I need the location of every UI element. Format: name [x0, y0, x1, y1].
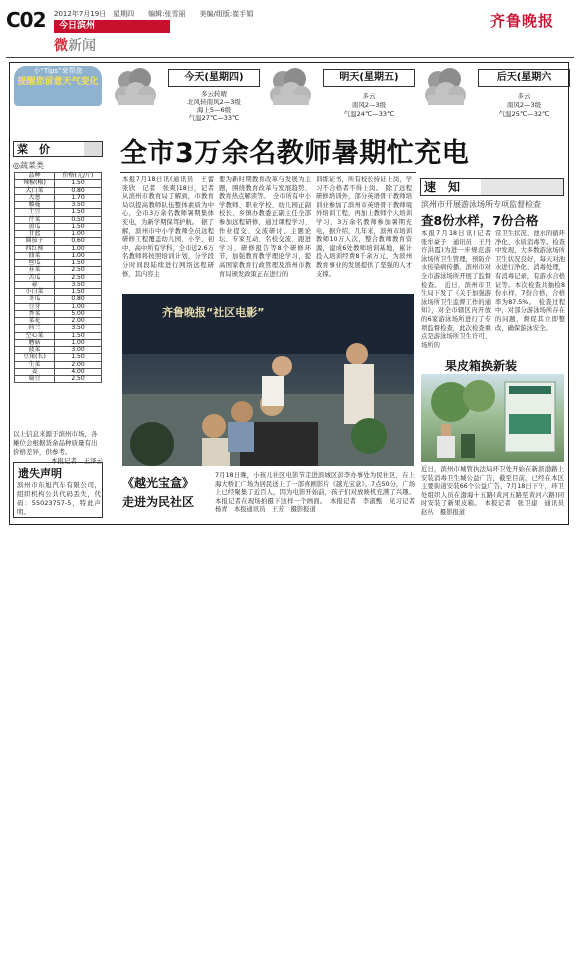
section-subtitle-rest: 新闻	[68, 38, 96, 54]
vegetable-category: ◎蔬菜类	[13, 161, 44, 170]
weather-extra: 海上5—6级	[196, 106, 232, 114]
table-row	[15, 318, 102, 325]
weather-badge	[14, 66, 102, 106]
page-code: C02	[6, 8, 46, 32]
weather-day-label: 今天(星期四)	[168, 69, 260, 87]
vegetable-price: 0.80	[55, 187, 102, 194]
vegetable-price: 0.80	[55, 296, 102, 303]
date-line: 2012年7月19日 星期四 编辑:张雪丽 美编/组版:崔手娟	[54, 10, 254, 18]
vegetable-name: 扁豆	[15, 376, 55, 383]
table-row	[15, 339, 102, 346]
table-row	[15, 245, 102, 252]
table-row	[15, 194, 102, 201]
masthead-logo: 齐鲁晚报	[490, 12, 555, 30]
main-story-col-3: 训练证书，所有校长持证上岗，学习不合格者不得上岗。 除了远程研修培训外，部分英语骨干教师培训业参加了滨州市英语骨干教师境外培训工程，再加上教师个人培训学习，3万余名教师参加暑期充电，据介绍，几年来，滨州市培训教师10万人次，整合教师教育资源，建成6处教师培训基地，累计投入培训经费8千余万元，为滨州教育事业的发展提供了坚强的人才支撑。	[316, 176, 412, 278]
peel-box-title: 果皮箱换新装	[445, 359, 518, 373]
vegetable-name: 圆茄子	[15, 238, 55, 245]
vegetable-price: 1.50	[55, 332, 102, 339]
vegetable-price: 3.50	[55, 281, 102, 288]
vegetable-name: 大葱	[15, 194, 55, 201]
table-row	[15, 267, 102, 274]
vegetable-price: 2.50	[55, 274, 102, 281]
headline-rule	[120, 172, 416, 173]
vegetable-name: 韭菜	[15, 267, 55, 274]
cloudy-icon	[265, 65, 313, 109]
vegetable-name: 西红柿	[15, 245, 55, 252]
weather-condition: 多云	[362, 92, 376, 100]
table-row	[15, 289, 102, 296]
vegetable-price: 1.00	[55, 339, 102, 346]
vegetable-name: 生菜	[15, 361, 55, 368]
vegetable-price: 1.70	[55, 194, 102, 201]
photo-illustration	[421, 374, 564, 462]
vegetable-name: 荷兰	[15, 325, 55, 332]
vegetable-name: 辣椒(椒)	[15, 180, 55, 187]
vegetable-price: 1.00	[55, 245, 102, 252]
lost-notice-title: 遗失声明	[18, 467, 62, 480]
table-row	[15, 252, 102, 259]
header-rule	[6, 57, 574, 58]
vegetable-name: 豆角(长)	[15, 354, 55, 361]
peel-box-body: 近日，滨州市城管执法局环卫处开始在新滨渤路上安装消毒卫生城公益广告，截至目前，已经在本区主要街道安装66个公益广告，7月18日下午，环卫处组织人员在渤海十五路(黄河五路至黄河六路)同时安装了新果皮箱。 本报记者 张卫建 通讯员 赵丛 摄影报道	[421, 466, 571, 516]
weather-condition: 多云	[517, 92, 531, 100]
table-row	[15, 332, 102, 339]
table-row	[15, 303, 102, 310]
vegetable-name: 小白菜	[15, 289, 55, 296]
table-row	[15, 354, 102, 361]
weather-wind: 南风2—3级	[351, 101, 387, 109]
vegetable-price: 3.00	[55, 347, 102, 354]
table-row	[15, 216, 102, 223]
vegetable-name: 香菜	[15, 310, 55, 317]
vegetable-price: 2.00	[55, 318, 102, 325]
vegetable-name: 苦瓜	[15, 274, 55, 281]
weather-temp: 气温27℃—33℃	[188, 114, 240, 122]
table-row	[15, 376, 102, 383]
weather-wind: 北风转南风2—3级	[187, 98, 241, 106]
photo-story-body: 7月18日晚，小孩儿社区电影节走进滨城区彭李办事处为民社区，在上海大桥汇广场为居民送上了一部喜剧影片《越光宝盒》。7点50分，广场上已经聚集了近百人，因为电影开始前，孩子们对放映机充满了兴趣。本报记者在现场拍摄下这样一个画面。 本报记者 李淑甄 见习记者 杨青 本报通讯员 王芳 摄影报道	[215, 472, 422, 514]
vegetable-name: 藤蔓	[15, 202, 55, 209]
brief-col-2: 常卫生状况、池水的循环净化、水质消毒等。检查中发现，大多数游泳场所卫生状况良好，每天对池水进行净化、消毒处理，有消毒记录，有游水合格证等。本次检查共抽检8份水样，7份合格，合格率为87.5%。 检查过程中，对部分游泳场所存在的问题，督促其立即整改，确保游泳安全。	[495, 230, 565, 332]
photo-story-title: 《越光宝盒》走进为民社区	[122, 476, 195, 509]
weather-day-3	[420, 65, 572, 125]
brief-section-tag	[481, 179, 563, 195]
weather-condition: 多云转晴	[201, 90, 227, 98]
main-story-col-2: 要为新时期教育改革与发展为主题，围绕教育改革与发展趋势、教育热点解读等。 全市所有中小学教师、职业学校、幼儿园正副校长、乡镇办教委正副主任全部参加远程研修，通过课程学习、作业提交、交流研讨、主题论坛、专家互动、名校交流、跟进学习、研修报告等8个研修环节，加强教育教学理论学习，提高国家教育行政管理及滨州市教育局颁发政策正在进行的	[219, 176, 311, 278]
price-reporter: 本报记者 王泽云	[51, 457, 103, 465]
weather-day-label: 后天(星期六	[478, 69, 570, 87]
section-subtitle	[54, 35, 96, 55]
table-row	[15, 223, 102, 230]
table-row	[15, 209, 102, 216]
table-row	[15, 187, 102, 194]
vegetable-name: 油菜	[15, 252, 55, 259]
column-header-name: 品种	[15, 173, 55, 180]
lost-notice-body: 滨州市东旭汽车有限公司，组织机构公共代码丢失，代码：55023757-5，特此声明。	[17, 481, 101, 516]
cloudy-icon	[110, 65, 158, 109]
vegetable-price: 2.00	[55, 361, 102, 368]
vegetable-price: 5.00	[55, 310, 102, 317]
weather-badge-top: 小“Tips”来帮您	[33, 67, 83, 75]
vegetable-name: 芹菜	[15, 216, 55, 223]
vegetable-price: 0.60	[55, 238, 102, 245]
weather-temp: 气温25℃—32℃	[498, 110, 550, 118]
weather-day-2	[265, 65, 417, 125]
vegetable-price: 1.50	[55, 209, 102, 216]
vegetable-price: 2.50	[55, 376, 102, 383]
vegetable-price-table	[14, 172, 102, 383]
vegetable-name: 冬瓜	[15, 296, 55, 303]
table-row	[15, 274, 102, 281]
weather-badge-main: 提醒您留意天气变化	[17, 77, 99, 87]
vegetable-name: 菜花	[15, 318, 55, 325]
price-title-text: 菜 价	[17, 143, 50, 156]
vegetable-price: 0.50	[55, 216, 102, 223]
cloudy-icon	[420, 65, 468, 109]
vegetable-name: 蒜	[15, 281, 55, 288]
vegetable-price: 1.00	[55, 303, 102, 310]
vegetable-name: 黄瓜	[15, 223, 55, 230]
weather-wind: 南风2—3级	[506, 101, 542, 109]
peel-box-photo	[421, 374, 564, 462]
table-row	[15, 260, 102, 267]
vegetable-price: 3.50	[55, 202, 102, 209]
vegetable-price: 1.50	[55, 223, 102, 230]
weather-day-label: 明天(星期五)	[323, 69, 415, 87]
price-section-title	[13, 141, 103, 157]
table-row	[15, 325, 102, 332]
brief-title: 查8份水样，7份合格	[421, 213, 539, 228]
vegetable-table-body	[15, 180, 102, 383]
vegetable-price: 3.50	[55, 325, 102, 332]
vegetable-name: 土豆	[15, 209, 55, 216]
vegetable-name: 豆芽	[15, 303, 55, 310]
main-headline: 全市3万余名教师暑期忙充电	[120, 138, 470, 169]
table-row	[15, 180, 102, 187]
vegetable-price: 1.00	[55, 252, 102, 259]
section-bar: 今日滨州	[54, 20, 170, 33]
brief-section-text: 速 知	[424, 180, 461, 194]
table-row	[15, 202, 102, 209]
price-note	[13, 430, 103, 466]
table-row	[15, 296, 102, 303]
price-note-text: 以上信息来源于滨州市场，各摊位会根据货余品种质量有出价格差异，供参考。	[13, 430, 98, 456]
vegetable-price: 1.50	[55, 354, 102, 361]
vegetable-price: 1.50	[55, 180, 102, 187]
vegetable-price: 1.50	[55, 260, 102, 267]
section-subtitle-prefix: 微	[54, 38, 68, 54]
vegetable-price: 2.50	[55, 267, 102, 274]
brief-section-title	[420, 178, 564, 196]
table-row	[15, 310, 102, 317]
main-story-col-1: 本报7月18日讯(通讯员 王蕾 张欣 记者 张爽)18日，记者从滨州市教育局了解到，市教育局以提高教师队伍整体素质为中心，全市3万余名教师暑期集体充电，为新学期保驾护航。 据了解，滨州市中小学教师全员远程研修工程覆盖幼儿园、小学、初中、高中所有学科，全市近2.6万名教师将按照培训计划，分学段分时间段陆续进行网络远程研修，其内容主	[122, 176, 214, 278]
vegetable-price: 4.00	[55, 368, 102, 375]
weather-day-1	[110, 65, 262, 125]
table-row	[15, 368, 102, 375]
vegetable-name: 甘蓝	[15, 231, 55, 238]
vegetable-name: 蘑菇	[15, 339, 55, 346]
community-movie-photo	[122, 294, 414, 466]
vegetable-name: 姜	[15, 368, 55, 375]
brief-subtitle: 滨州市开展游泳场所专项监督检查	[421, 200, 541, 209]
vegetable-name: 大白菜	[15, 187, 55, 194]
vegetable-price: 1.00	[55, 231, 102, 238]
column-header-price: 价格(元/斤)	[55, 173, 102, 180]
vegetable-name: 菠菜	[15, 347, 55, 354]
vegetable-price: 1.50	[55, 289, 102, 296]
vegetable-name: 丝瓜	[15, 260, 55, 267]
vegetable-name: 空心菜	[15, 332, 55, 339]
table-row	[15, 361, 102, 368]
table-row	[15, 238, 102, 245]
photo-banner-text: 齐鲁晚报“社区电影”	[162, 306, 265, 319]
weather-temp: 气温24℃—33℃	[343, 110, 395, 118]
brief-col-1: 本报7月18日讯(记者 张牟豪子 通讯员 王丹 许洪霞)为进一步规范游泳场所卫生管理，预防介水传染病传播，滨州市对全市游泳场所开展了监督检查。 近日，滨州市卫生局下发了《关于加强游泳场所卫生监督工作的通知》，对全市辖区内开放的6家游泳场所进行了专项监督检查，此次检查重点是游泳场所卫生许可、场所的	[421, 230, 491, 349]
